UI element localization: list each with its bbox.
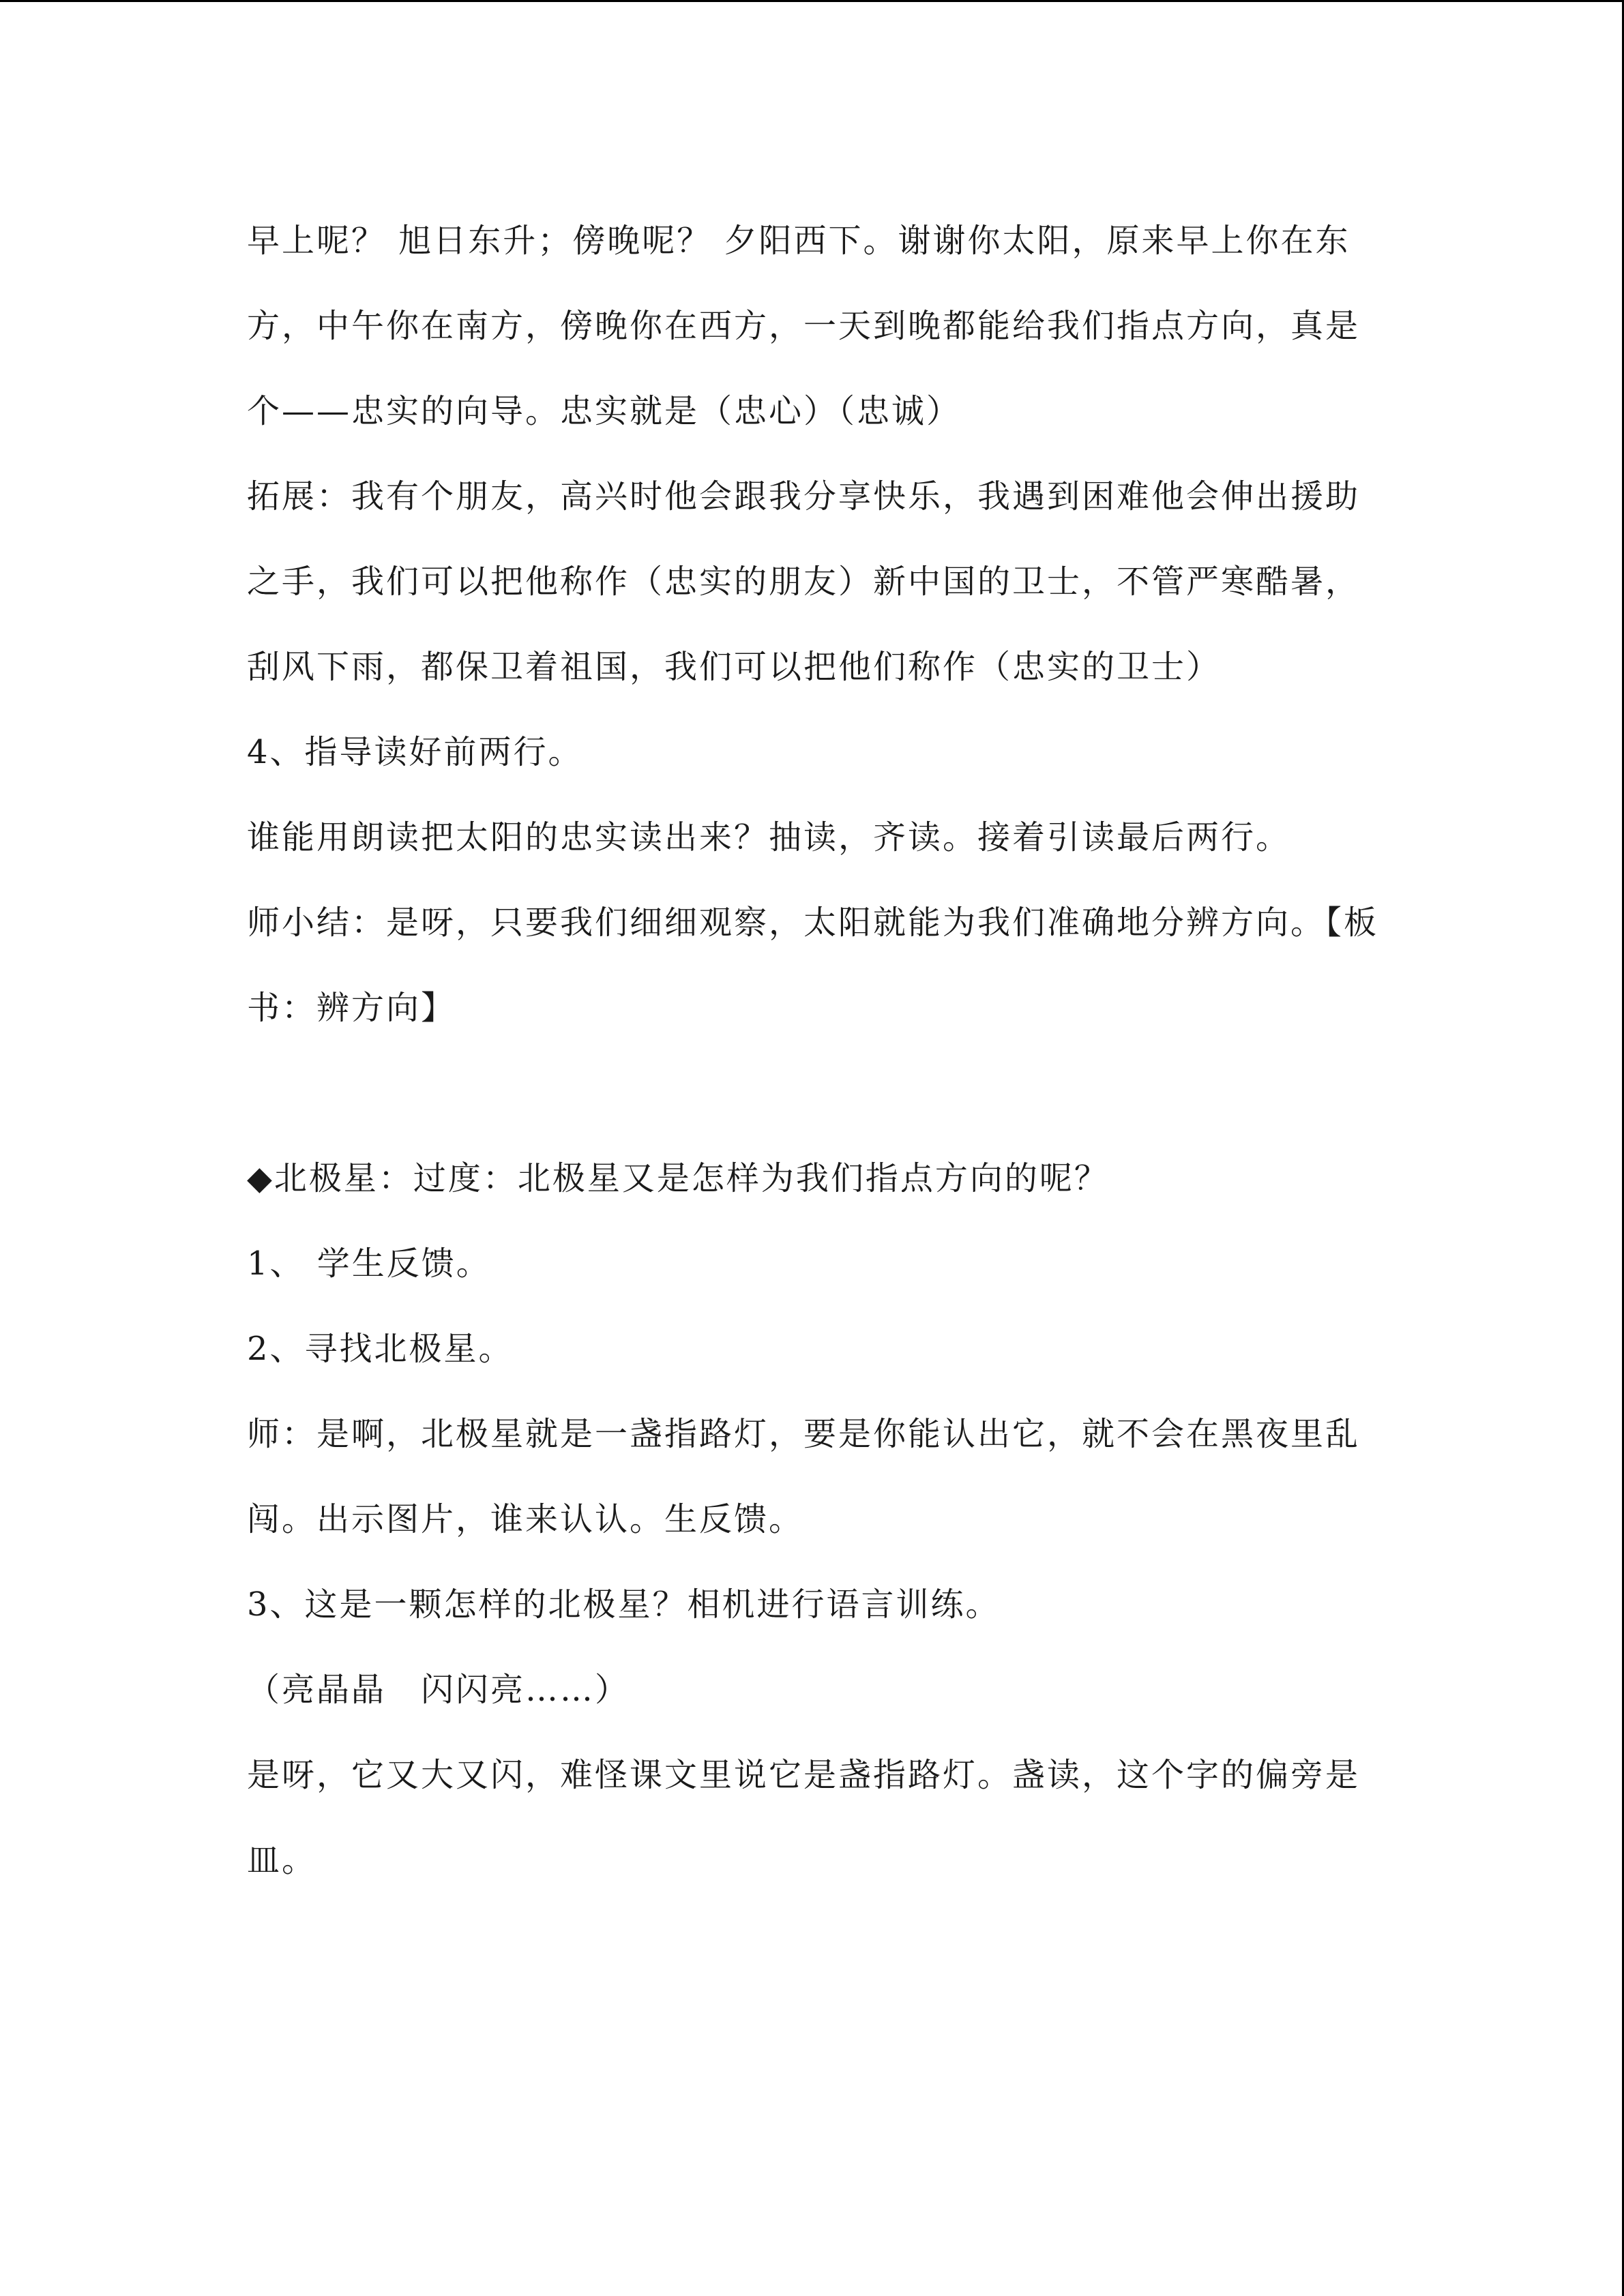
- paragraph-north-star-heading: ◆北极星：过度：北极星又是怎样为我们指点方向的呢？: [247, 1159, 1109, 1197]
- paragraph-character-note: 是呀，它又大又闪，难怪课文里说它是盏指路灯。盏读，这个字的偏旁是皿。: [247, 1756, 1361, 1879]
- document-body: [247, 198, 1379, 1903]
- paragraph-teacher-north-star: 师：是啊，北极星就是一盏指路灯，要是你能认出它，就不会在黑夜里乱闯。出示图片，谁来认认。生反馈。: [247, 1415, 1361, 1538]
- paragraph-reading: 谁能用朗读把太阳的忠实读出来？抽读，齐读。接着引读最后两行。: [247, 818, 1291, 856]
- paragraph-vocabulary: （亮晶晶 闪闪亮……）: [247, 1671, 630, 1709]
- paragraph-teacher-summary: 师小结：是呀，只要我们细细观察，太阳就能为我们准确地分辨方向。【板书：辨方向】: [247, 904, 1379, 1027]
- paragraph-sun-direction: 早上呢？ 旭日东升；傍晚呢？ 夕阳西下。谢谢你太阳，原来早上你在东方，中午你在南方，傍晚你在西方，一天到晚都能给我们指点方向，真是个——忠实的向导。忠实就是（忠心）（忠诚）: [247, 222, 1361, 430]
- paragraph-spacer: [247, 1051, 1379, 1136]
- paragraph-step-4: 4、指导读好前两行。: [247, 733, 583, 771]
- paragraph-step-3: 3、这是一颗怎样的北极星？相机进行语言训练。: [247, 1585, 1001, 1624]
- paragraph-extension: 拓展：我有个朋友，高兴时他会跟我分享快乐，我遇到困难他会伸出援助之手，我们可以把他称作（忠实的朋友）新中国的卫士，不管严寒酷暑，刮风下雨，都保卫着祖国，我们可以把他们称作（忠实的卫士）: [247, 477, 1361, 686]
- paragraph-step-2: 2、寻找北极星。: [247, 1330, 514, 1368]
- paragraph-step-1: 1、 学生反馈。: [247, 1244, 491, 1283]
